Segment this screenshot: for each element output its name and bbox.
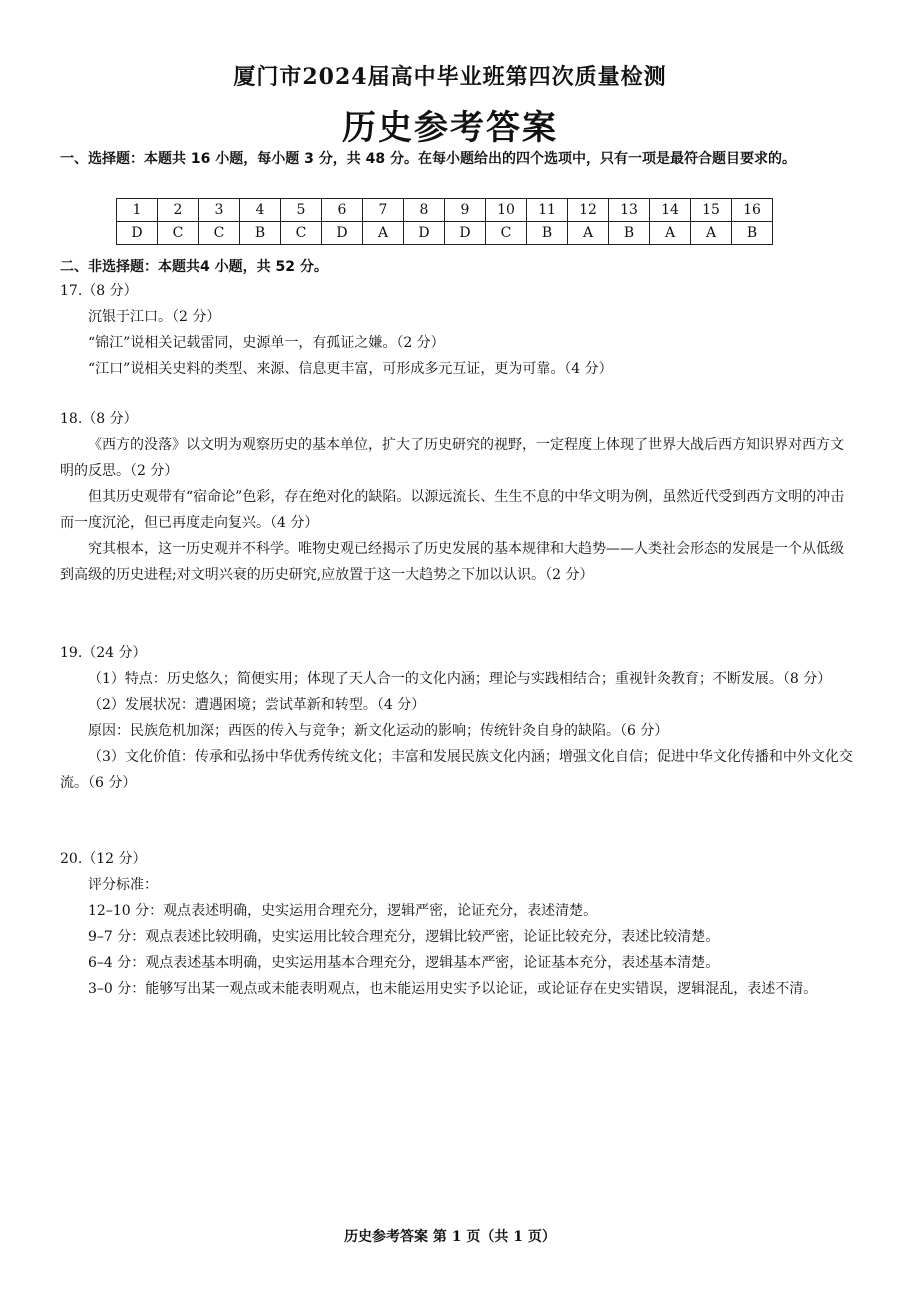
answer-cell: C: [158, 222, 199, 245]
question-number-cell: 11: [527, 199, 568, 222]
question-19-heading: 19.（24 分）: [60, 645, 147, 661]
question-number-cell: 4: [240, 199, 281, 222]
answer-cell: C: [486, 222, 527, 245]
question-20-line: 评分标准：: [88, 877, 158, 893]
answer-table-number-row: [117, 199, 773, 222]
question-18-paragraph: 究其根本，这一历史观并不科学。唯物史观已经揭示了历史发展的基本规律和大趋势——人类社会形态的发展是一个从低级到高级的历史进程;对文明兴衰的历史研究,应放置于这一大趋势之下加以认识。（2 分）: [60, 541, 844, 583]
answer-cell: D: [322, 222, 363, 245]
answer-table: [116, 198, 773, 245]
question-number-cell: 7: [363, 199, 404, 222]
question-19-paragraph: （2）发展状况：遭遇困境；尝试革新和转型。（4 分）: [88, 697, 426, 713]
question-19-paragraph: 原因：民族危机加深；西医的传入与竞争；新文化运动的影响；传统针灸自身的缺陷。（6 分）: [88, 723, 669, 739]
document-title: 厦门市2024届高中毕业班第四次质量检测: [233, 64, 667, 90]
question-number-cell: 3: [199, 199, 240, 222]
answer-cell: B: [527, 222, 568, 245]
question-20-line: 3–0 分：能够写出某一观点或未能表明观点，也未能运用史实予以论证，或论证存在史实错误，逻辑混乱，表述不清。: [88, 981, 818, 997]
question-17-line: 沉银于江口。（2 分）: [88, 309, 221, 325]
answer-cell: B: [240, 222, 281, 245]
question-number-cell: 16: [732, 199, 773, 222]
answer-cell: C: [281, 222, 322, 245]
page-footer: 历史参考答案 第 1 页（共 1 页）: [344, 1229, 556, 1245]
answer-cell: D: [117, 222, 158, 245]
answer-cell: D: [445, 222, 486, 245]
question-17-line: “锦江”说相关记载雷同，史源单一，有孤证之嫌。（2 分）: [88, 335, 445, 351]
answer-cell: A: [650, 222, 691, 245]
question-18-paragraph: 《西方的没落》以文明为观察历史的基本单位，扩大了历史研究的视野，一定程度上体现了世界大战后西方知识界对西方文明的反思。（2 分）: [60, 437, 844, 479]
question-20-line: 12–10 分：观点表述明确，史实运用合理充分，逻辑严密，论证充分，表述清楚。: [88, 903, 598, 919]
question-18: [60, 406, 855, 588]
question-number-cell: 12: [568, 199, 609, 222]
question-20-line: 6–4 分：观点表述基本明确，史实运用基本合理充分，逻辑基本严密，论证基本充分，表述基本清楚。: [88, 955, 720, 971]
question-20-heading: 20.（12 分）: [60, 851, 147, 867]
question-number-cell: 9: [445, 199, 486, 222]
question-number-cell: 15: [691, 199, 732, 222]
question-number-cell: 2: [158, 199, 199, 222]
document-subtitle: 历史参考答案: [342, 108, 558, 148]
answer-table-answer-row: [117, 222, 773, 245]
answer-cell: A: [691, 222, 732, 245]
question-17-line: “江口”说相关史料的类型、来源、信息更丰富，可形成多元互证，更为可靠。（4 分）: [88, 361, 613, 377]
section-one-heading: 一、选择题：本题共 16 小题，每小题 3 分，共 48 分。在每小题给出的四个选项中，只有一项是最符合题目要求的。: [60, 151, 796, 167]
section-two-heading: 二、非选择题：本题共4 小题，共 52 分。: [60, 259, 328, 275]
question-20: [60, 846, 855, 1002]
question-18-paragraph: 但其历史观带有“宿命论”色彩，存在绝对化的缺陷。以源远流长、生生不息的中华文明为例，虽然近代受到西方文明的冲击而一度沉沦，但已再度走向复兴。（4 分）: [60, 489, 845, 531]
question-number-cell: 8: [404, 199, 445, 222]
question-number-cell: 1: [117, 199, 158, 222]
question-number-cell: 13: [609, 199, 650, 222]
answer-cell: B: [609, 222, 650, 245]
question-17-heading: 17.（8 分）: [60, 283, 138, 299]
question-17: [60, 278, 855, 382]
question-19-paragraph: （1）特点：历史悠久；简便实用；体现了天人合一的文化内涵；理论与实践相结合；重视针灸教育；不断发展。（8 分）: [88, 671, 832, 687]
answer-cell: B: [732, 222, 773, 245]
question-number-cell: 10: [486, 199, 527, 222]
question-number-cell: 14: [650, 199, 691, 222]
answer-cell: A: [568, 222, 609, 245]
question-18-heading: 18.（8 分）: [60, 411, 138, 427]
question-number-cell: 5: [281, 199, 322, 222]
answer-cell: A: [363, 222, 404, 245]
answer-cell: D: [404, 222, 445, 245]
question-19: [60, 640, 855, 796]
question-19-paragraph: （3）文化价值：传承和弘扬中华优秀传统文化；丰富和发展民族文化内涵；增强文化自信；促进中华文化传播和中外文化交流。（6 分）: [60, 749, 853, 791]
question-20-line: 9–7 分：观点表述比较明确，史实运用比较合理充分，逻辑比较严密，论证比较充分，表述比较清楚。: [88, 929, 720, 945]
question-number-cell: 6: [322, 199, 363, 222]
answer-cell: C: [199, 222, 240, 245]
